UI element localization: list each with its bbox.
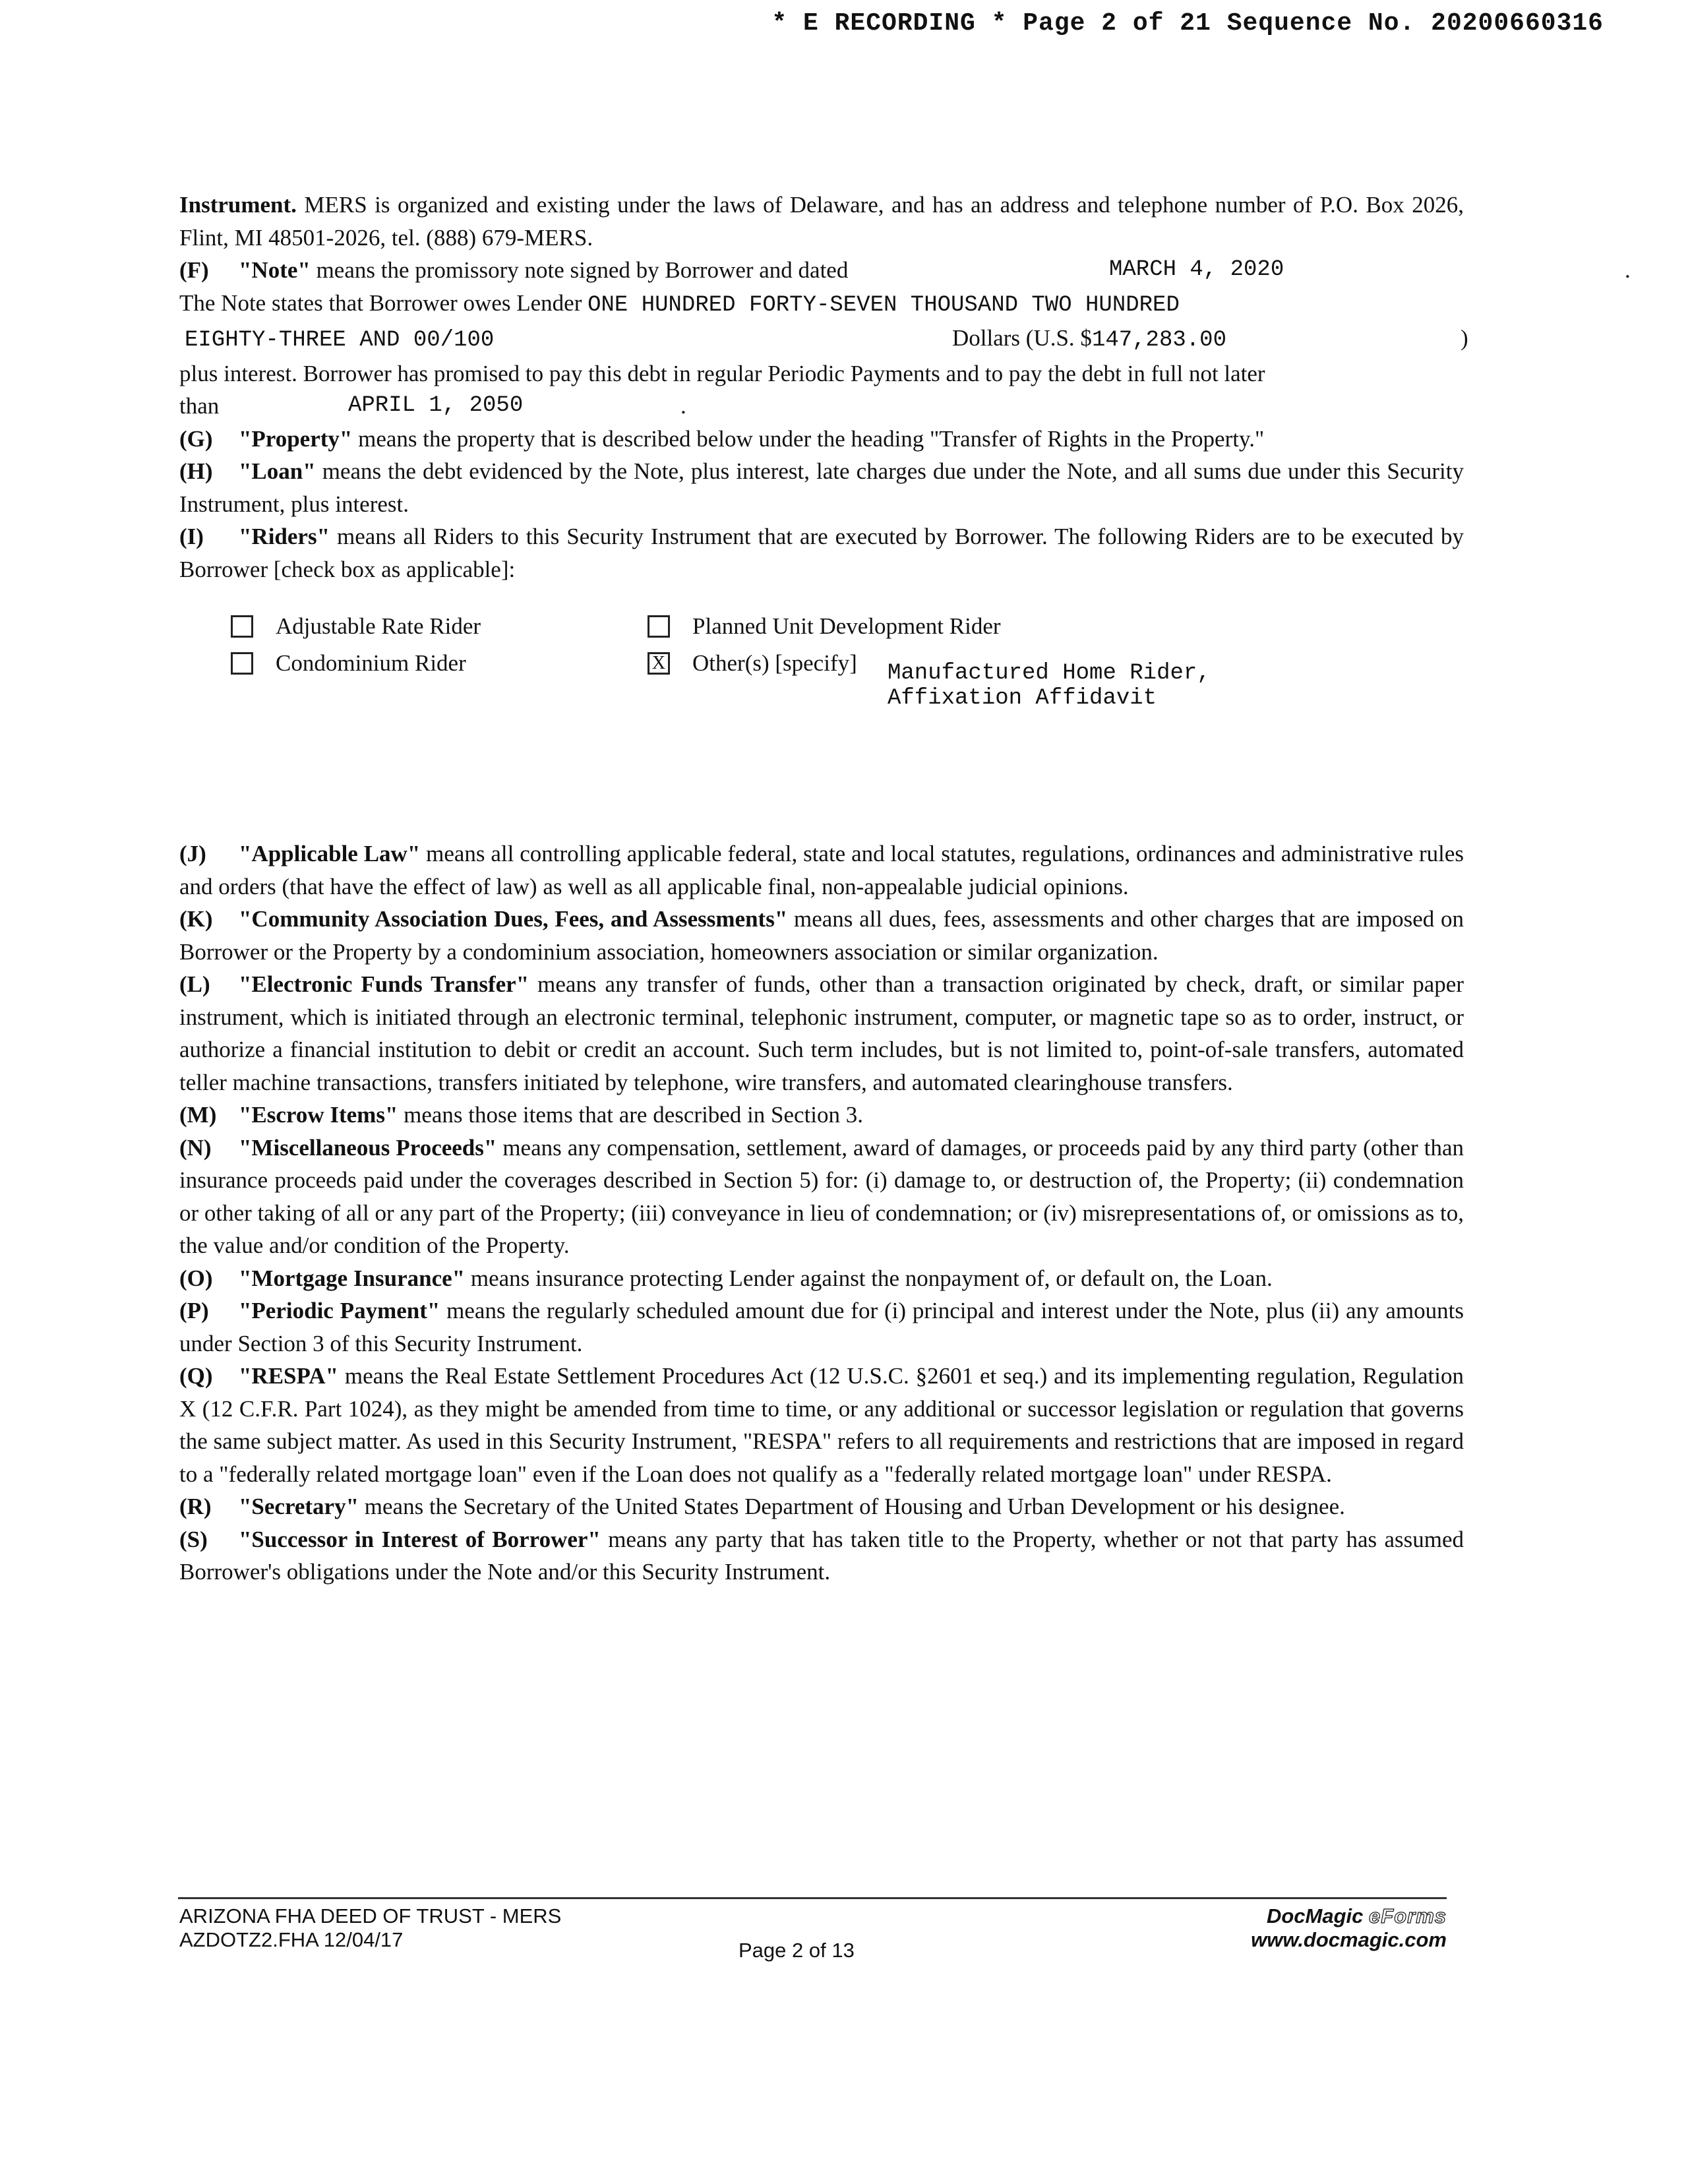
def-letter: (N) — [179, 1134, 212, 1161]
other-rider-specification — [888, 661, 1211, 711]
definition-secretary — [179, 1490, 1464, 1523]
def-text: means the property that is described below under the heading "Transfer of Rights in the Property." — [352, 425, 1265, 452]
def-term: "Escrow Items" — [239, 1102, 398, 1128]
footer-divider — [178, 1897, 1447, 1899]
interest-text: plus interest. Borrower has promised to pay this debt in regular Periodic Payments and to pay the debt in full not later — [179, 360, 1265, 386]
definition-misc-proceeds — [179, 1132, 1464, 1262]
def-letter: (R) — [179, 1494, 212, 1519]
rider-condominium — [231, 650, 466, 677]
interest-line — [179, 357, 1464, 390]
def-letter: (P) — [179, 1298, 209, 1323]
close-paren: ) — [1461, 325, 1468, 351]
definition-respa — [179, 1360, 1464, 1490]
def-text: means all controlling applicable federal, state and local statutes, regulations, ordinances and administrative rules and orders (that have the effect of law) as well as all applicable final, non-appealable judicial opinions. — [179, 841, 1464, 899]
def-term: "Loan" — [239, 458, 316, 484]
definition-mortgage-insurance — [179, 1262, 1464, 1295]
def-letter: (J) — [179, 841, 206, 866]
rider-label: Planned Unit Development Rider — [692, 613, 1001, 639]
def-term: "Property" — [239, 425, 353, 452]
def-term: "Riders" — [239, 524, 330, 549]
brand-website: www.docmagic.com — [1251, 1928, 1447, 1951]
def-letter: (K) — [179, 906, 213, 932]
form-title: ARIZONA FHA DEED OF TRUST - MERS — [179, 1904, 562, 1927]
rider-adjustable-rate — [231, 613, 481, 640]
amount-words-1: ONE HUNDRED FORTY-SEVEN THOUSAND TWO HUNDRED — [588, 292, 1180, 318]
def-term: "RESPA" — [239, 1363, 339, 1389]
def-letter: (Q) — [179, 1363, 213, 1389]
def-letter: (O) — [179, 1265, 213, 1291]
def-term: "Note" — [239, 257, 311, 283]
def-letter: (S) — [179, 1526, 208, 1552]
def-text: means any party that has taken title to the Property, whether or not that party has assumed Borrower's obligations under the Note and/or this Security Instrument. — [179, 1526, 1464, 1585]
rider-label: Other(s) [specify] — [692, 650, 857, 676]
def-term: "Community Association Dues, Fees, and Assessments" — [239, 906, 788, 932]
definition-property — [179, 423, 1464, 456]
def-text: means any compensation, settlement, award of damages, or proceeds paid by any third party (other than insurance proceeds paid under the coverages described in Section 5) for: (i) damage to, or destruction of, the Property; (ii) condemnation or other taking of all or any part of the Property; (iii) conveyance in lieu of condemnation; or (iv) misrepresentations of, or omissions as to, the value and/or condition of the Property. — [179, 1134, 1464, 1258]
definition-periodic-payment — [179, 1294, 1464, 1360]
intro-paragraph — [179, 189, 1464, 254]
definitions-top — [179, 189, 1631, 586]
definition-applicable-law — [179, 837, 1464, 903]
footer-page-number: Page 2 of 13 — [738, 1939, 855, 1962]
def-text: means all dues, fees, assessments and other charges that are imposed on Borrower or the Property by a condominium association, homeowners association or similar organization. — [179, 906, 1464, 965]
maturity-line — [179, 390, 1464, 423]
def-text: means insurance protecting Lender against the nonpayment of, or default on, the Loan. — [465, 1265, 1273, 1291]
def-term: "Electronic Funds Transfer" — [239, 971, 529, 997]
definitions-list — [179, 837, 1464, 1589]
def-term: "Mortgage Insurance" — [239, 1265, 466, 1291]
def-text: means the regularly scheduled amount due for (i) principal and interest under the Note, plus (ii) any amounts under Section 3 of this Security Instrument. — [179, 1298, 1464, 1356]
def-term: "Applicable Law" — [239, 841, 421, 866]
intro-text: MERS is organized and existing under the laws of Delaware, and has an address and telephone number of P.O. Box 2026, Flint, MI 48501-2026, tel. (888) 679-MERS. — [179, 192, 1464, 251]
def-letter: (F) — [179, 257, 209, 283]
rider-label: Condominium Rider — [276, 650, 466, 676]
def-text: means those items that are described in Section 3. — [398, 1102, 864, 1128]
adjustable-rate-checkbox[interactable] — [231, 615, 253, 638]
def-text: means the Secretary of the United States Department of Housing and Urban Development or his designee. — [359, 1494, 1345, 1519]
def-term: "Periodic Payment" — [239, 1298, 440, 1323]
rider-other — [648, 650, 857, 677]
other-spec-line: Affixation Affidavit — [888, 686, 1157, 711]
definition-escrow-items — [179, 1099, 1464, 1132]
def-term: "Secretary" — [239, 1494, 359, 1519]
pud-checkbox[interactable] — [648, 615, 670, 638]
other-spec-line: Manufactured Home Rider, — [888, 661, 1211, 686]
form-code: AZDOTZ2.FHA 12/04/17 — [179, 1928, 404, 1951]
brand-logo — [1251, 1904, 1447, 1928]
maturity-dot: . — [680, 393, 686, 419]
def-text: means any transfer of funds, other than a transaction originated by check, draft, or similar paper instrument, which is initiated through an electronic terminal, telephonic instrument, computer, or magnetic tape so as to order, instruct, or authorize a financial institution to debit or credit an account. Such term includes, but is not limited to, point-of-sale transfers, automated teller machine transactions, transfers initiated by telephone, wire transfers, and automated clearinghouse transfers. — [179, 971, 1464, 1095]
brand-suffix: eForms — [1369, 1904, 1447, 1927]
def-letter: (G) — [179, 425, 213, 452]
def-text: means all Riders to this Security Instrument that are executed by Borrower. The following Riders are to be executed by Borrower [check box as applicable]: — [179, 524, 1464, 582]
definition-successor — [179, 1523, 1464, 1589]
def-text: means the promissory note signed by Borrower and dated — [310, 257, 849, 283]
dollars-group — [952, 322, 1226, 357]
definition-eft — [179, 968, 1464, 1099]
def-text: means the debt evidenced by the Note, plus interest, late charges due under the Note, and all sums due under this Security Instrument, plus interest. — [179, 458, 1464, 517]
def-text: means the Real Estate Settlement Procedures Act (12 U.S.C. §2601 et seq.) and its implementing regulation, Regulation X (12 C.F.R. Part 1024), as they might be amended from time to time, or any additional or successor legislation or regulation that governs the same subject matter. As used in this Security Instrument, "RESPA" refers to all requirements and restrictions that are imposed in regard to a "federally related mortgage loan" even if the Loan does not qualify as a "federally related mortgage loan" under RESPA. — [179, 1363, 1464, 1487]
note-date: MARCH 4, 2020 — [1109, 257, 1284, 282]
than-label: than — [179, 393, 220, 419]
definition-note — [179, 254, 1631, 287]
amount-line — [179, 322, 1468, 357]
owes-line — [179, 287, 1464, 322]
rider-label: Adjustable Rate Rider — [276, 613, 481, 639]
owes-text: The Note states that Borrower owes Lender — [179, 289, 588, 316]
rider-pud — [648, 613, 1001, 640]
dollars-label: Dollars (U.S. $ — [952, 325, 1092, 351]
amount-words-2: EIGHTY-THREE AND 00/100 — [185, 328, 495, 353]
definition-riders — [179, 520, 1464, 586]
note-date-dot: . — [1625, 257, 1631, 283]
intro-lead: Instrument. — [179, 192, 297, 218]
def-term: "Successor in Interest of Borrower" — [239, 1526, 601, 1552]
def-letter: (H) — [179, 458, 213, 484]
def-letter: (M) — [179, 1102, 217, 1128]
loan-amount: 147,283.00 — [1091, 328, 1226, 353]
maturity-date: APRIL 1, 2050 — [348, 393, 524, 418]
condominium-checkbox[interactable] — [231, 652, 253, 675]
definition-loan — [179, 455, 1464, 520]
def-term: "Miscellaneous Proceeds" — [239, 1134, 497, 1161]
def-letter: (L) — [179, 971, 210, 997]
recording-header: * E RECORDING * Page 2 of 21 Sequence No. 20200660316 — [771, 9, 1604, 38]
other-checkbox[interactable]: X — [648, 652, 670, 675]
footer-form-info — [179, 1904, 561, 1952]
footer-brand — [1251, 1904, 1447, 1952]
brand-name: DocMagic — [1266, 1904, 1370, 1927]
def-letter: (I) — [179, 524, 204, 549]
definition-community-dues — [179, 903, 1464, 968]
